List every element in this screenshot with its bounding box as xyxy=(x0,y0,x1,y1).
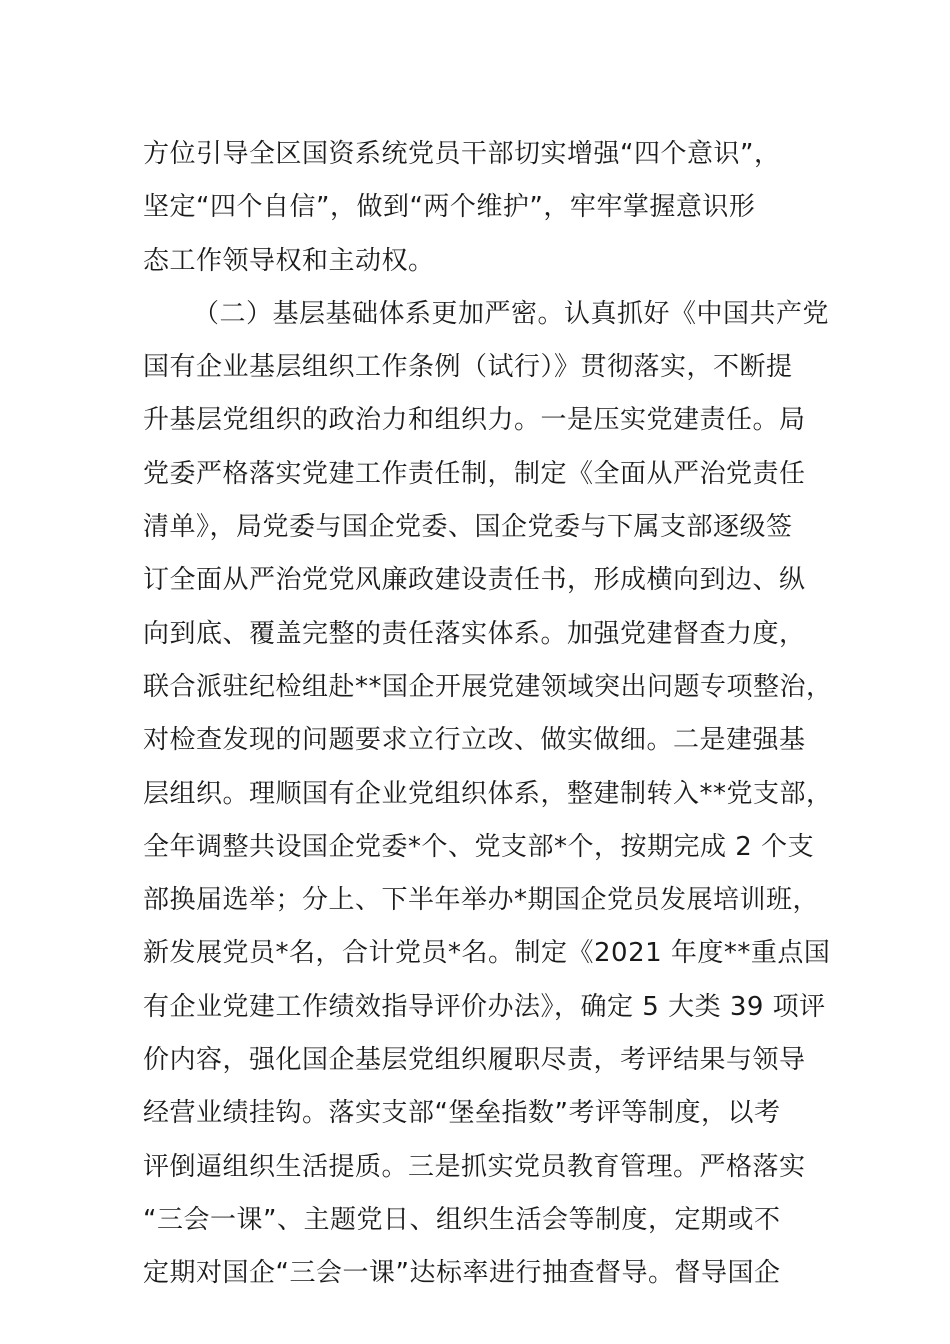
text-line: 对检查发现的问题要求立行立改、做实做细。二是建强基 xyxy=(143,725,806,756)
text-line: 新发展党员*名，合计党员*名。制定《2021 年度**重点国 xyxy=(143,938,831,969)
text-line: 升基层党组织的政治力和组织力。一是压实党建责任。局 xyxy=(143,405,806,436)
text-line: 层组织。理顺国有企业党组织体系，整建制转入**党支部， xyxy=(143,778,833,809)
text-line: 全年调整共设国企党委*个、党支部*个，按期完成 2 个支 xyxy=(143,831,815,862)
text-line: 有企业党建工作绩效指导评价办法》，确定 5 大类 39 项评 xyxy=(143,991,826,1022)
text-line: 方位引导全区国资系统党员干部切实增强“四个意识”， xyxy=(143,139,781,169)
body-text xyxy=(143,128,843,1301)
text-line: 订全面从严治党党风廉政建设责任书，形成横向到边、纵 xyxy=(143,565,806,596)
text-line: 态工作领导权和主动权。 xyxy=(143,245,435,276)
text-line: 经营业绩挂钩。落实支部“堡垒指数”考评等制度，以考 xyxy=(143,1098,781,1129)
text-line: 联合派驻纪检组赴**国企开展党建领域突出问题专项整治， xyxy=(143,671,833,702)
text-line: 清单》，局党委与国企党委、国企党委与下属支部逐级签 xyxy=(143,512,793,543)
text-line: 价内容，强化国企基层党组织履职尽责，考评结果与领导 xyxy=(143,1045,806,1076)
text-line: “三会一课”、主题党日、组织生活会等制度，定期或不 xyxy=(143,1204,781,1235)
section-heading-line: （二）基层基础体系更加严密。认真抓好《中国共产党 xyxy=(193,298,830,329)
text-line: 国有企业基层组织工作条例（试行）》贯彻落实，不断提 xyxy=(143,352,793,383)
text-line: 坚定“四个自信”，做到“两个维护”，牢牢掌握意识形 xyxy=(143,192,756,223)
text-line: 定期对国企“三会一课”达标率进行抽查督导。督导国企 xyxy=(143,1258,781,1289)
text-line: 部换届选举；分上、下半年举办*期国企党员发展培训班， xyxy=(143,885,820,916)
text-line: 党委严格落实党建工作责任制，制定《全面从严治党责任 xyxy=(143,458,806,489)
text-line: 评倒逼组织生活提质。三是抓实党员教育管理。严格落实 xyxy=(143,1151,806,1182)
text-line: 向到底、覆盖完整的责任落实体系。加强党建督查力度， xyxy=(143,618,806,649)
